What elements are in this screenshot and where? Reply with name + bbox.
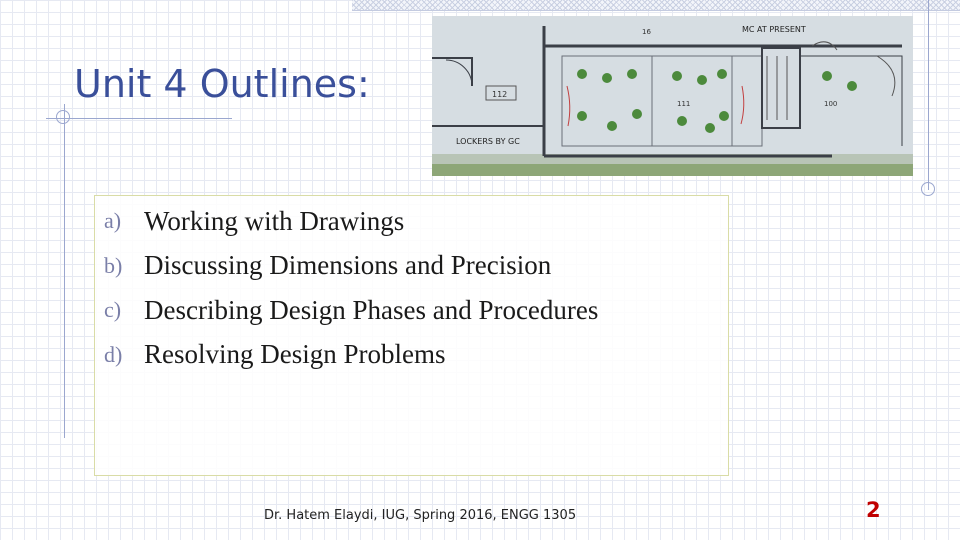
slide-title: Unit 4 Outlines: (74, 62, 370, 106)
floor-plan-photo (432, 16, 913, 176)
left-vertical-rule (64, 104, 65, 438)
plan-label-100: 100 (824, 100, 838, 108)
list-marker: a) (104, 208, 122, 234)
slide-footer: Dr. Hatem Elaydi, IUG, Spring 2016, ENGG 1305 (264, 508, 577, 523)
list-marker: c) (104, 297, 122, 323)
right-vertical-rule (928, 0, 929, 190)
page-number: 2 (866, 498, 881, 522)
outline-list (104, 199, 598, 377)
plan-label-mc: MC AT PRESENT (742, 25, 806, 34)
list-marker: d) (104, 341, 123, 367)
list-item-text: Working with Drawings (144, 205, 405, 236)
list-item (104, 199, 598, 244)
list-item (104, 288, 598, 333)
decorative-top-band (352, 0, 960, 11)
plan-label-111: 111 (677, 100, 691, 108)
list-item (104, 244, 598, 289)
rule-circle-ornament (56, 110, 70, 124)
plan-label-16: 16 (642, 28, 651, 36)
list-item-text: Discussing Dimensions and Precision (144, 250, 552, 281)
list-marker: b) (104, 252, 123, 278)
title-underline-rule (46, 118, 232, 119)
list-item-text: Resolving Design Problems (144, 339, 446, 370)
plan-label-112: 112 (492, 90, 508, 99)
plan-label-lockers: LOCKERS BY GC (456, 137, 520, 146)
right-circle-ornament (921, 182, 935, 196)
list-item (104, 333, 598, 378)
list-item-text: Describing Design Phases and Procedures (144, 294, 599, 325)
